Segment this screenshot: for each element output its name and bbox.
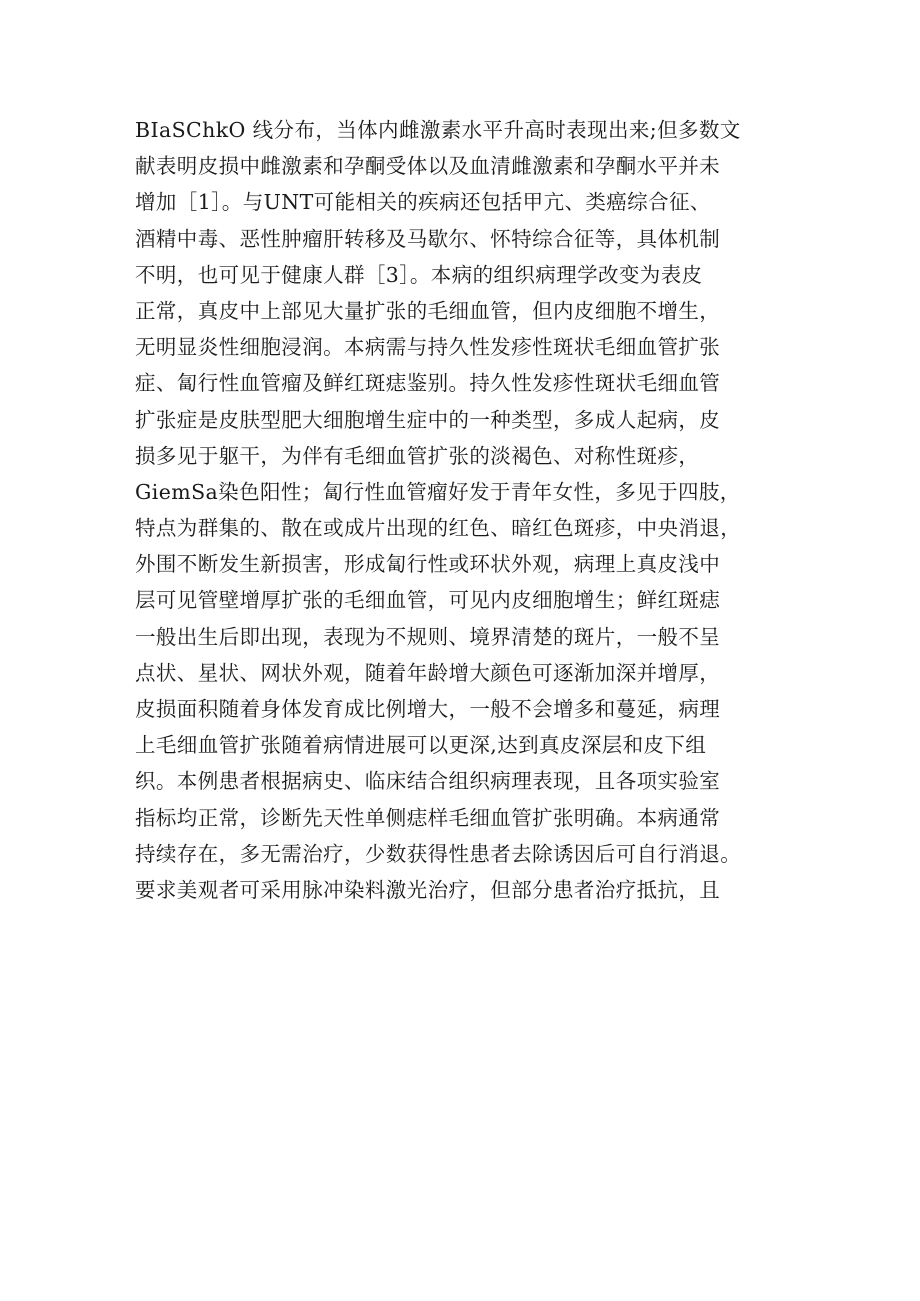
text-line: 外围不断发生新损害，形成匐行性或环状外观，病理上真皮浅中 <box>135 552 721 577</box>
text-line: 点状、星状、网状外观，随着年龄增大颜色可逐渐加深并增厚， <box>135 660 721 685</box>
text-line: 皮损面积随着身体发育成比例增大，一般不会增多和蔓延，病理 <box>135 697 721 721</box>
text-line: 一般出生后即出现，表现为不规则、境界清楚的斑片，一般不呈 <box>135 624 721 649</box>
text-line: 层可见管壁增厚扩张的毛细血管，可见内皮细胞增生；鲜红斑痣 <box>135 588 721 613</box>
text-line: 持续存在，多无需治疗，少数获得性患者去除诱因后可自行消退。 <box>135 841 742 866</box>
text-line: 酒精中毒、恶性肿瘤肝转移及马歇尔、怀特综合征等，具体机制 <box>135 226 721 251</box>
text-line: 指标均正常，诊断先天性单侧痣样毛细血管扩张明确。本病通常 <box>135 805 721 830</box>
text-line: 无明显炎性细胞浸润。本病需与持久性发疹性斑状毛细血管扩张 <box>135 335 721 360</box>
text-line: 献表明皮损中雌激素和孕酮受体以及血清雌激素和孕酮水平并未 <box>135 154 721 179</box>
text-line: 症、匐行性血管瘤及鲜红斑痣鉴别。持久性发疹性斑状毛细血管 <box>135 371 721 396</box>
text-line: 扩张症是皮肤型肥大细胞增生症中的一种类型，多成人起病，皮 <box>135 407 721 432</box>
text-line: 织。本例患者根据病史、临床结合组织病理表现，且各项实验室 <box>135 769 721 794</box>
text-line: 上毛细血管扩张随着病情进展可以更深,达到真皮深层和皮下组 <box>135 733 707 758</box>
text-line: 要求美观者可采用脉冲染料激光治疗，但部分患者治疗抵抗，且 <box>135 877 721 902</box>
text-line: 增加［1］。与UNT可能相关的疾病还包括甲亢、类癌综合征、 <box>135 190 711 215</box>
text-line: GiemSa染色阳性；匐行性血管瘤好发于青年女性，多见于四肢， <box>135 479 741 504</box>
text-line: BIaSChkO 线分布，当体内雌激素水平升高时表现出来;但多数文 <box>135 118 741 142</box>
text-line: 损多见于躯干，为伴有毛细血管扩张的淡褐色、对称性斑疹， <box>135 443 700 468</box>
text-line: 特点为群集的、散在或成片出现的红色、暗红色斑疹，中央消退， <box>135 516 742 541</box>
text-line: 不明，也可见于健康人群［3］。本病的组织病理学改变为表皮 <box>135 262 703 287</box>
body-text <box>135 112 795 908</box>
text-line: 正常，真皮中上部见大量扩张的毛细血管，但内皮细胞不增生， <box>135 298 721 323</box>
